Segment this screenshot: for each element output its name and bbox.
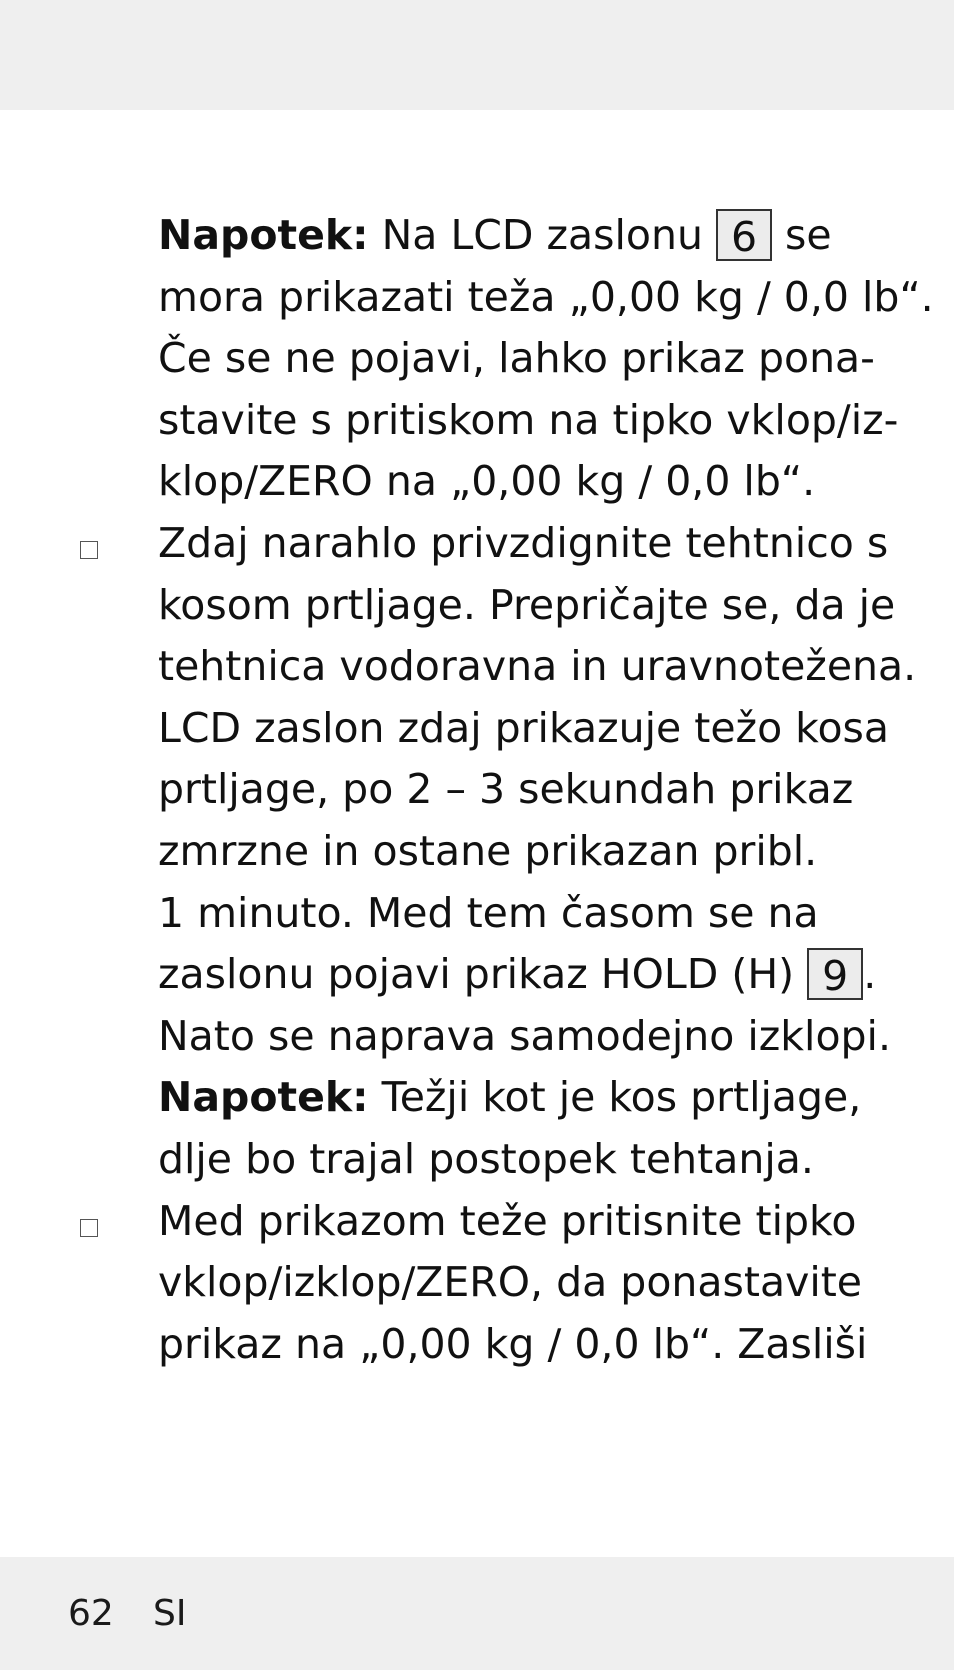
note-1-line-4: stavite s pritiskom na tipko vklop/iz- [158, 395, 899, 444]
step-2-line-3: prikaz na „0,00 kg / 0,0 lb“. Zasliši [158, 1319, 868, 1368]
lcd-reference-number: 6 [716, 209, 772, 261]
note-1-line-3: Če se ne pojavi, lahko prikaz pona- [158, 334, 875, 383]
step-1-line-7: 1 minuto. Med tem časom se na [158, 888, 819, 937]
note-2-text: Težji kot je kos prtljage, [368, 1073, 862, 1122]
note-2-label: Napotek: [158, 1073, 369, 1122]
step-1-line-9: Nato se naprava samodejno izklopi. [158, 1011, 891, 1060]
language-code: SI [153, 1593, 187, 1634]
note-2-line-1 [158, 1067, 918, 1129]
footer-band [0, 1557, 954, 1670]
page-number: 62 [68, 1593, 114, 1634]
step-1-hold-text: zaslonu pojavi prikaz HOLD (H) [158, 950, 808, 999]
step-1-hold-end: . [863, 950, 877, 999]
step-1-line-6: zmrzne in ostane prikazan pribl. [158, 826, 818, 875]
note-1-line-5: klop/ZERO na „0,00 kg / 0,0 lb“. [158, 457, 816, 506]
step-1-line-2: kosom prtljage. Prepričajte se, da je [158, 580, 896, 629]
manual-body [158, 205, 934, 1375]
step-1-line-5: prtljage, po 2 – 3 sekundah prikaz [158, 765, 854, 814]
step-1-line-4: LCD zaslon zdaj prikazuje težo kosa [158, 703, 890, 752]
step-1-line-8 [158, 944, 918, 1006]
hold-reference-number: 9 [807, 948, 863, 1000]
note-1-text-end: se [772, 211, 832, 259]
step-2-line-2: vklop/izklop/ZERO, da ponastavite [158, 1258, 863, 1307]
note-2-line-2: dlje bo trajal postopek tehtanja. [158, 1134, 814, 1183]
note-1-line-1 [158, 205, 918, 267]
note-1-text: Na LCD zaslonu [368, 211, 716, 259]
note-1-label: Napotek: [158, 211, 369, 259]
step-1-line-1: Zdaj narahlo privzdignite tehtnico s [158, 518, 889, 567]
note-1-line-2: mora prikazati teža „0,00 kg / 0,0 lb“. [158, 272, 934, 321]
header-band [0, 0, 954, 110]
step-2-line-1: Med prikazom teže pritisnite tipko [158, 1196, 857, 1245]
bullet-step-2-icon [80, 1219, 98, 1237]
step-1-line-3: tehtnica vodoravna in uravnotežena. [158, 642, 917, 691]
bullet-step-1-icon [80, 541, 98, 559]
